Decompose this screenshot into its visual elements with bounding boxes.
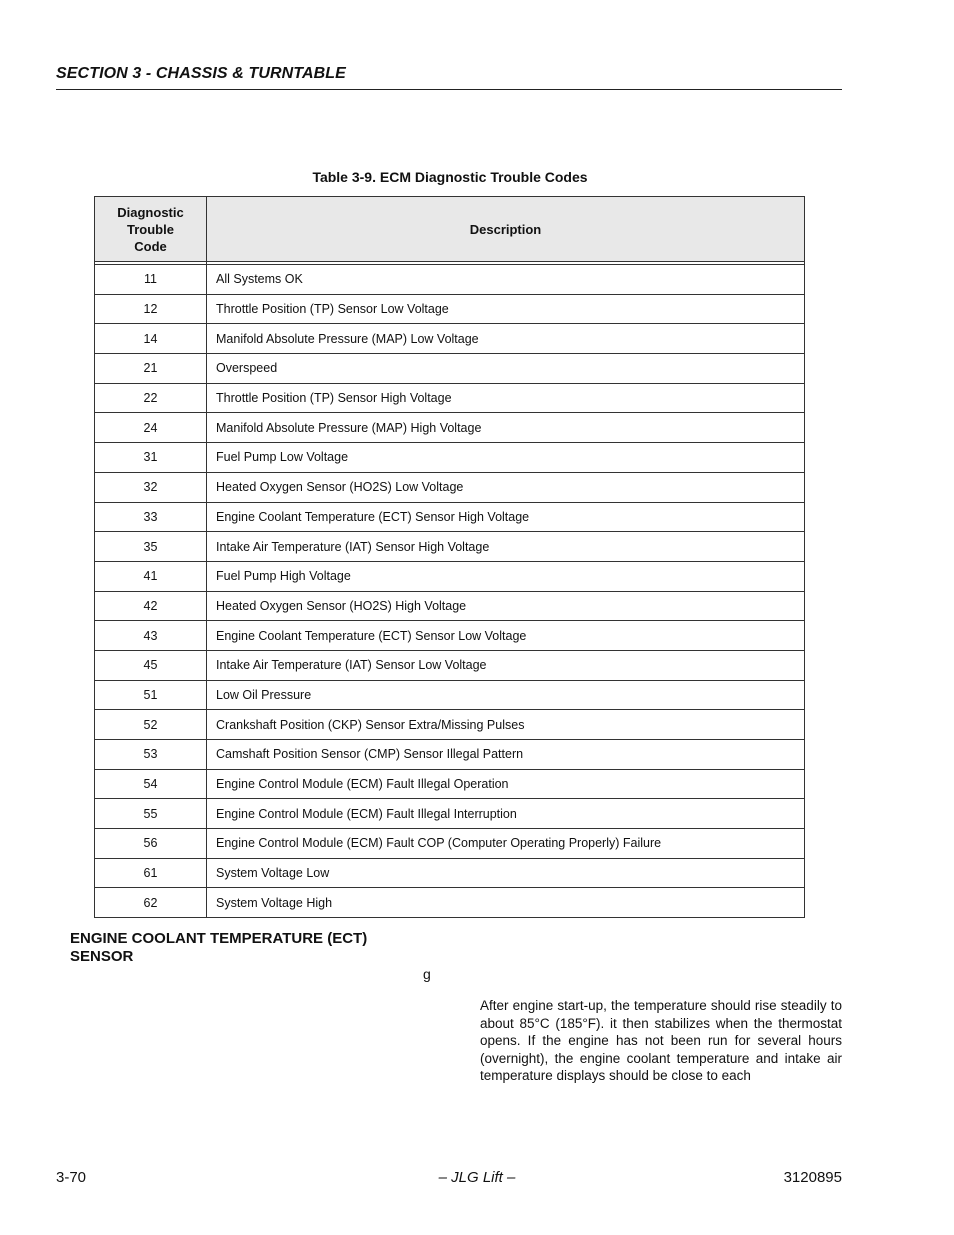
dtc-code: 54 xyxy=(95,769,207,799)
dtc-code: 41 xyxy=(95,561,207,591)
footer-brand: – JLG Lift – xyxy=(438,1169,516,1186)
column-header-description: Description xyxy=(207,197,805,262)
table-row xyxy=(95,858,805,888)
dtc-code: 35 xyxy=(95,532,207,562)
dtc-code: 51 xyxy=(95,680,207,710)
table-row xyxy=(95,324,805,354)
dtc-code: 43 xyxy=(95,621,207,651)
doc-number: 3120895 xyxy=(783,1169,842,1186)
table-row xyxy=(95,740,805,770)
dtc-code: 11 xyxy=(95,265,207,295)
dtc-description: Throttle Position (TP) Sensor High Voltage xyxy=(207,383,805,413)
dtc-description: Low Oil Pressure xyxy=(207,680,805,710)
dtc-description: All Systems OK xyxy=(207,265,805,295)
dtc-description: Manifold Absolute Pressure (MAP) High Voltage xyxy=(207,413,805,443)
table-row xyxy=(95,799,805,829)
table-row xyxy=(95,294,805,324)
dtc-description: Intake Air Temperature (IAT) Sensor High Voltage xyxy=(207,532,805,562)
dtc-code: 52 xyxy=(95,710,207,740)
dtc-code: 14 xyxy=(95,324,207,354)
dtc-description: Engine Coolant Temperature (ECT) Sensor High Voltage xyxy=(207,502,805,532)
dtc-description: Engine Control Module (ECM) Fault COP (Computer Operating Properly) Failure xyxy=(207,829,805,859)
column-header-code-line: Trouble xyxy=(127,221,174,237)
column-header-code-line: Diagnostic xyxy=(117,204,184,220)
dtc-code: 61 xyxy=(95,858,207,888)
table-row xyxy=(95,888,805,918)
dtc-description: Engine Control Module (ECM) Fault Illegal Interruption xyxy=(207,799,805,829)
dtc-description: Fuel Pump High Voltage xyxy=(207,561,805,591)
dtc-description: System Voltage High xyxy=(207,888,805,918)
table-row xyxy=(95,561,805,591)
dtc-table xyxy=(94,196,805,918)
table-row xyxy=(95,591,805,621)
table-row xyxy=(95,383,805,413)
dtc-code: 33 xyxy=(95,502,207,532)
table-row xyxy=(95,680,805,710)
table-row xyxy=(95,710,805,740)
dtc-code: 56 xyxy=(95,829,207,859)
dtc-description: Heated Oxygen Sensor (HO2S) Low Voltage xyxy=(207,472,805,502)
table-row xyxy=(95,769,805,799)
dtc-description: Camshaft Position Sensor (CMP) Sensor Illegal Pattern xyxy=(207,740,805,770)
table-row xyxy=(95,265,805,295)
table-row xyxy=(95,650,805,680)
table-row xyxy=(95,472,805,502)
header-rule xyxy=(56,89,842,90)
table-caption: Table 3-9. ECM Diagnostic Trouble Codes xyxy=(312,169,588,185)
dtc-code: 62 xyxy=(95,888,207,918)
dtc-code: 45 xyxy=(95,650,207,680)
section-heading: ENGINE COOLANT TEMPERATURE (ECT) SENSOR xyxy=(70,930,368,965)
dtc-description: Heated Oxygen Sensor (HO2S) High Voltage xyxy=(207,591,805,621)
dtc-code: 42 xyxy=(95,591,207,621)
table-row xyxy=(95,621,805,651)
table-body xyxy=(95,262,805,918)
dtc-description: Fuel Pump Low Voltage xyxy=(207,443,805,473)
dtc-code: 22 xyxy=(95,383,207,413)
dtc-code: 24 xyxy=(95,413,207,443)
dtc-code: 32 xyxy=(95,472,207,502)
body-paragraph: After engine start-up, the temperature should rise steadily to about 85°C (185°F). it then stabilizes when the thermostat opens. If the engine has not been run for several hours (overnight), the engine coolant temperature and intake air temperature displays should be close to each xyxy=(480,998,842,1083)
table-row xyxy=(95,502,805,532)
dtc-description: Overspeed xyxy=(207,354,805,384)
table-row xyxy=(95,354,805,384)
table-header-row xyxy=(95,197,805,262)
page-number: 3-70 xyxy=(56,1169,87,1186)
dtc-description: Engine Coolant Temperature (ECT) Sensor Low Voltage xyxy=(207,621,805,651)
dtc-description: System Voltage Low xyxy=(207,858,805,888)
stray-character: g xyxy=(423,966,431,982)
column-header-code-line: Code xyxy=(134,238,167,254)
table-row xyxy=(95,413,805,443)
dtc-description: Intake Air Temperature (IAT) Sensor Low Voltage xyxy=(207,650,805,680)
table-row xyxy=(95,532,805,562)
table-row xyxy=(95,443,805,473)
dtc-description: Manifold Absolute Pressure (MAP) Low Voltage xyxy=(207,324,805,354)
table-row xyxy=(95,829,805,859)
dtc-description: Crankshaft Position (CKP) Sensor Extra/Missing Pulses xyxy=(207,710,805,740)
section-header: SECTION 3 - CHASSIS & TURNTABLE xyxy=(56,65,346,82)
dtc-code: 21 xyxy=(95,354,207,384)
dtc-code: 31 xyxy=(95,443,207,473)
dtc-code: 53 xyxy=(95,740,207,770)
dtc-code: 55 xyxy=(95,799,207,829)
dtc-description: Engine Control Module (ECM) Fault Illegal Operation xyxy=(207,769,805,799)
dtc-description: Throttle Position (TP) Sensor Low Voltage xyxy=(207,294,805,324)
column-header-code xyxy=(95,197,207,262)
dtc-code: 12 xyxy=(95,294,207,324)
